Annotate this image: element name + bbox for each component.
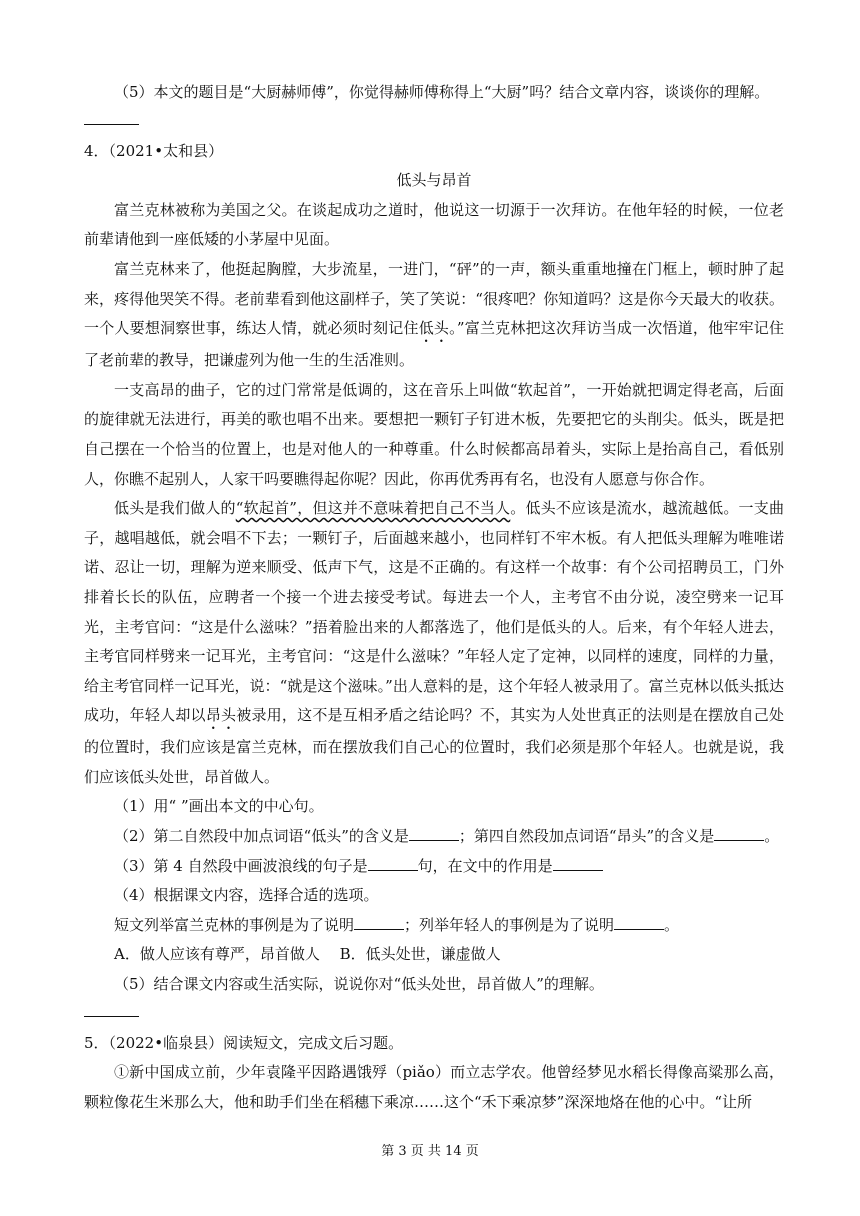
answer-blank[interactable] (409, 826, 459, 841)
dotted-word-ditou: 低头 (418, 319, 450, 338)
question-5-paragraph-1: ①新中国成立前，少年袁隆平因路遇饿殍（piǎo）而立志学农。他曾经梦见水稻长得像高粱那么高，颗粒像花生米那么大，他和助手们坐在稻穗下乘凉……这个“禾下乘凉梦”深深地烙在他的心中。“让所 (84, 1063, 784, 1111)
sub-question-3 (84, 852, 784, 882)
dotted-word-angtou: 昂头 (205, 706, 237, 725)
question-4-header: 4．（2021•太和县） (84, 141, 224, 160)
sub-question-1: （1）用“ ”画出本文的中心句。 (114, 797, 324, 816)
sub-question-4-options: A．做人应该有尊严，昂首做人 B．低头处世，谦虚做人 (114, 945, 501, 964)
paragraph-text: 。”富兰克林把这次拜访当成一次悟道，他牢牢记住了老前辈的教导，把谦虚列为他一生的生活准则。 (84, 319, 784, 370)
passage-title: 低头与昂首 (396, 171, 472, 190)
question-text: 。 (664, 915, 680, 934)
paragraph-text: 。低头不应该是流水，越流越低。一支曲子，越唱越低，就会唱不下去；一颗钉子，后面越来越小，也同样钉不牢木板。有人把低头理解为唯唯诺诺、忍让一切，理解为逆来顺受、低声下气，这是不正确的。有这样一个故事：有个公司招聘员工，门外排着长长的队伍，应聘者一个接一个进去接受考试。每进去一个人，主考官不由分说，凌空劈来一记耳光，主考官问：“这是什么滋味？”捂着脸出来的人都落选了，他们是低头的人。后来，有个年轻人进去，主考官同样劈来一记耳光，主考官问：“这是什么滋味？”年轻人定了定神，以同样的速度，同样的力量，给主考官同样一记耳光，说：“就是这个滋味。”出人意料的是，这个年轻人被录用了。富兰克林以低头抵达成功，年轻人却以 (84, 499, 784, 725)
question-text: 。 (764, 827, 780, 846)
sub-question-2 (84, 822, 784, 852)
wavy-underlined-sentence: “软起首”，但这并不意味着把自己不当人 (235, 499, 511, 518)
answer-blank[interactable] (614, 915, 664, 930)
answer-line (84, 108, 139, 125)
passage-paragraph-2 (84, 255, 784, 376)
answer-blank[interactable] (368, 856, 418, 871)
passage-paragraph-3: 一支高昂的曲子，它的过门常常是低调的，这在音乐上叫做“软起首”，一开始就把调定得老高，后面的旋律就无法进行，再美的歌也唱不出来。要想把一颗钉子钉进木板，先要把它的头削尖。低头，既是把自己摆在一个恰当的位置上，也是对他人的一种尊重。什么时候都高昂着头，实际上是抬高自己，看低别人，你瞧不起别人，人家干吗要瞧得起你呢？因此，你再优秀再有名，也没有人愿意与你合作。 (84, 380, 784, 488)
question-text: ；列举年轻人的事例是为了说明 (404, 915, 615, 934)
question-text: 短文列举富兰克林的事例是为了说明 (114, 915, 355, 934)
question-text: （2）第二自然段中加点词语“低头”的含义是 (114, 827, 409, 846)
question-text: 句，在文中的作用是 (417, 856, 553, 875)
paragraph-text: 被录用，这不是互相矛盾之结论吗？不，其实为人处世真正的法则是在摆放自己处的位置时，我们应该是富兰克林，而在摆放我们自己心的位置时，我们必须是那个年轻人。也就是说，我们应该低头处世，昂首做人。 (84, 706, 784, 786)
page-footer: 第 3 页 共 14 页 (381, 1144, 479, 1159)
passage-paragraph-1: 富兰克林被称为美国之父。在谈起成功之道时，他说这一切源于一次拜访。在他年轻的时候，一位老前辈请他到一座低矮的小茅屋中见面。 (84, 200, 784, 249)
question-text: ；第四自然段加点词语“昂头”的含义是 (458, 827, 715, 846)
answer-blank[interactable] (354, 915, 404, 930)
answer-line (84, 1000, 139, 1017)
passage-paragraph-4 (84, 494, 784, 792)
paragraph-text: 富兰克林来了，他挺起胸膛，大步流星，一进门，“砰”的一声，额头重重地撞在门框上，顿时肿了起来，疼得他哭笑不得。老前辈看到他这副样子，笑了笑说：“很疼吧？你知道吗？这是你今天最大的收获。一个人要想洞察世事，练达人情，就必须时刻记住 (84, 259, 784, 338)
answer-blank[interactable] (553, 856, 603, 871)
question-5-header: 5．（2022•临泉县）阅读短文，完成文后习题。 (84, 1033, 404, 1052)
sub-question-4-line (84, 911, 784, 941)
answer-blank[interactable] (714, 826, 764, 841)
sub-question-5: （5）结合课文内容或生活实际，说说你对“低头处世，昂首做人”的理解。 (114, 975, 604, 994)
sub-question-4: （4）根据课文内容，选择合适的选项。 (114, 886, 379, 905)
question-text: （3）第 4 自然段中画波浪线的句子是 (114, 856, 368, 875)
page-content (84, 78, 784, 1117)
question-3-sub5: （5）本文的题目是“大厨赫师傅”，你觉得赫师傅称得上“大厨”吗？结合文章内容，谈谈你的理解。 (114, 83, 770, 101)
paragraph-text: 低头是我们做人的 (114, 499, 236, 518)
